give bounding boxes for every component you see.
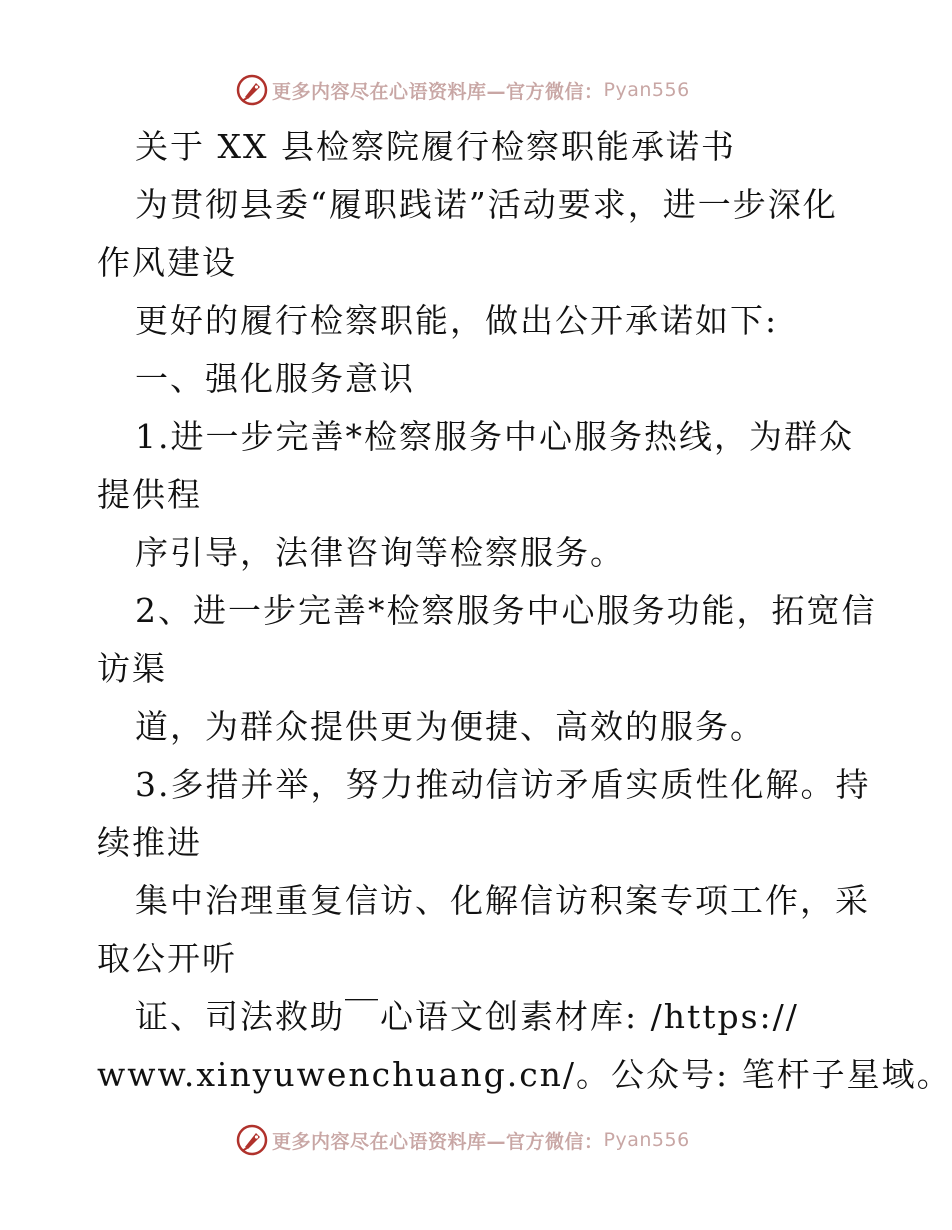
document-body (97, 118, 952, 1104)
paragraph-line: 提供程 (97, 475, 202, 514)
paragraph-line: 3.多措并举，努力推动信访矛盾实质性化解。持 (135, 765, 871, 804)
watermark-wechat-id: Pyan556 (603, 79, 690, 101)
watermark-header (236, 73, 690, 107)
watermark-footer (236, 1123, 690, 1157)
paragraph-line: 更好的履行检察职能，做出公开承诺如下: (135, 301, 779, 340)
watermark-text: 更多内容尽在心语资料库—官方微信： (272, 80, 604, 103)
paragraph-line: 作风建设 (97, 243, 237, 282)
section-heading: 一、强化服务意识 (135, 359, 415, 398)
paragraph-line: www.xinyuwenchuang.cn/。公众号: 笔杆子星域。 (97, 1055, 952, 1094)
paragraph-line: 序引导，法律咨询等检察服务。 (135, 533, 625, 572)
paragraph-line: 取公开听 (97, 939, 237, 978)
paragraph-line: 道，为群众提供更为便捷、高效的服务。 (135, 707, 765, 746)
paragraph-line: 为贯彻县委“履职践诺”活动要求，进一步深化 (135, 185, 838, 224)
paragraph-line: 集中治理重复信访、化解信访积案专项工作，采 (135, 881, 870, 920)
watermark-wechat-id: Pyan556 (603, 1129, 690, 1151)
paragraph-line: 续推进 (97, 823, 202, 862)
paragraph-line: 证、司法救助￣心语文创素材库: /https:// (135, 997, 799, 1036)
pen-nib-logo-icon (236, 74, 268, 106)
paragraph-line: 1.进一步完善*检察服务中心服务热线，为群众 (135, 417, 854, 456)
pen-nib-logo-icon (236, 1124, 268, 1156)
watermark-text: 更多内容尽在心语资料库—官方微信： (272, 1130, 604, 1153)
document-title: 关于 XX 县检察院履行检察职能承诺书 (135, 127, 736, 166)
paragraph-line: 访渠 (97, 649, 167, 688)
paragraph-line: 2、进一步完善*检察服务中心服务功能，拓宽信 (135, 591, 877, 630)
